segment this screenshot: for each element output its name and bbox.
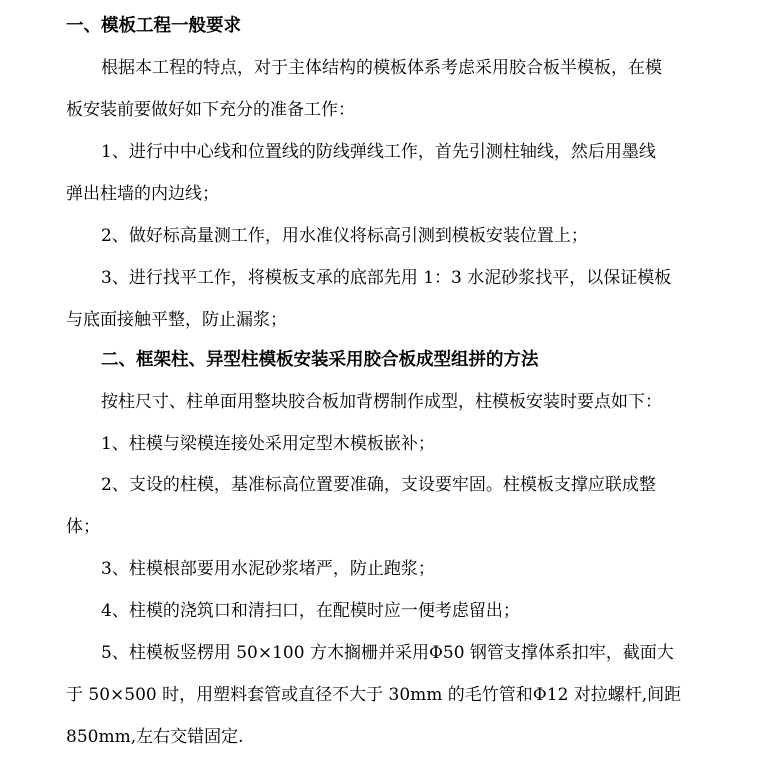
- section1-item1-line2: 弹出柱墙的内边线；: [66, 184, 219, 204]
- section2-item5-line1: 5、柱模板竖楞用 50×100 方木搁栅并采用Φ50 钢管支撑体系扣牢，截面大: [101, 643, 674, 663]
- section1-intro-line2: 板安装前要做好如下充分的准备工作：: [66, 100, 355, 120]
- section1-item1-line1: 1、进行中中心线和位置线的防线弹线工作，首先引测柱轴线，然后用墨线: [101, 142, 656, 162]
- section2-item3-line1: 3、柱模根部要用水泥砂浆堵严，防止跑浆；: [101, 559, 435, 579]
- section1-item3-line2: 与底面接触平整，防止漏浆；: [66, 310, 287, 330]
- section2-item2-line1: 2、支设的柱模，基准标高位置要准确，支设要牢固。柱模板支撑应联成整: [101, 475, 656, 495]
- section2-item4-line1: 4、柱模的浇筑口和清扫口，在配模时应一便考虑留出；: [101, 601, 520, 621]
- section2-item5-line3: 850mm,左右交错固定.: [66, 727, 244, 747]
- section2-intro-line1: 按柱尺寸、柱单面用整块胶合板加背楞制作成型，柱模板安装时要点如下：: [101, 392, 662, 412]
- section2-item5-line2: 于 50×500 时，用塑料套管或直径不大于 30mm 的毛竹管和Φ12 对拉螺杆,间距: [66, 685, 682, 705]
- section1-intro-line1: 根据本工程的特点，对于主体结构的模板体系考虑采用胶合板半模板，在模: [101, 58, 662, 78]
- section1-item3-line1: 3、进行找平工作，将模板支承的底部先用 1：3 水泥砂浆找平，以保证模板: [101, 268, 672, 288]
- section2-item2-line2: 体；: [66, 517, 100, 537]
- section2-item1-line1: 1、柱模与梁模连接处采用定型木模板嵌补；: [101, 434, 435, 454]
- section2-heading: 二、框架柱、异型柱模板安装采用胶合板成型组拼的方法: [101, 350, 539, 370]
- section1-heading: 一、模板工程一般要求: [66, 16, 241, 36]
- section1-item2-line1: 2、做好标高量测工作，用水准仪将标高引测到模板安装位置上；: [101, 226, 588, 246]
